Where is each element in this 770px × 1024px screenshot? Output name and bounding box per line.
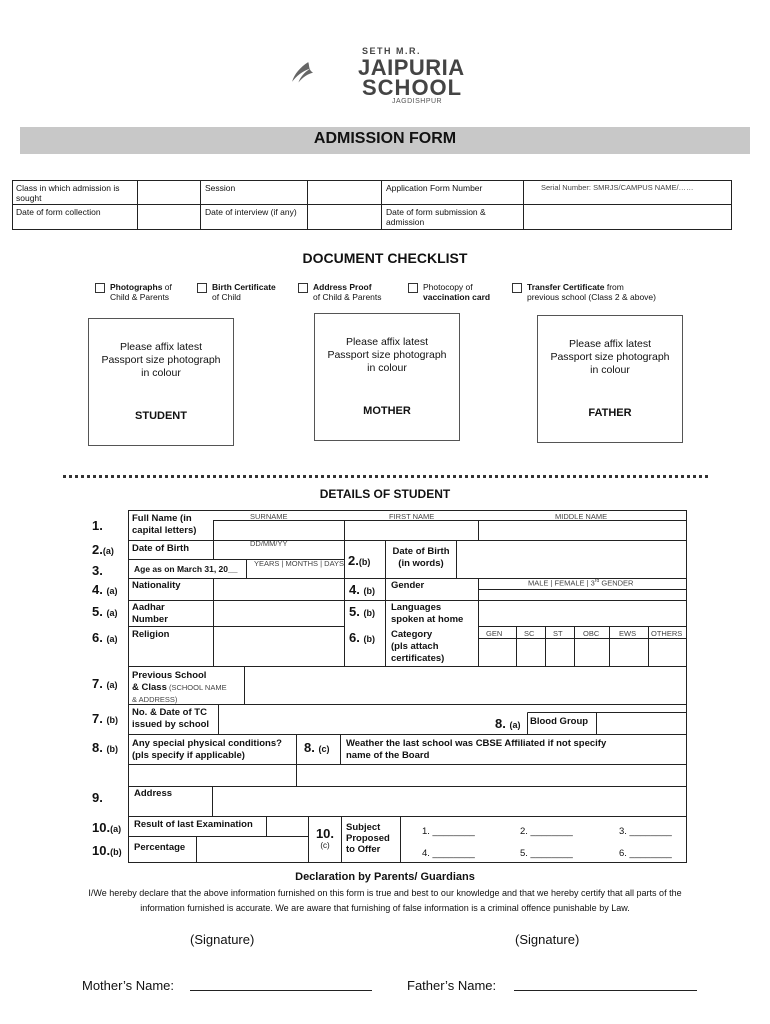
father-signature-label: (Signature) <box>515 932 580 947</box>
category-others: OTHERS <box>651 629 683 638</box>
dob-words-input[interactable] <box>457 541 686 578</box>
father-photo-label: FATHER <box>588 407 632 419</box>
declaration-text-line2: information furnished is accurate. We are aware that furnishing of false information is a criminal offence punishable by Law. <box>140 903 630 913</box>
father-name-label: Father’s Name: <box>407 978 497 993</box>
previous-school-input[interactable] <box>245 667 686 704</box>
student-photo-label: STUDENT <box>135 410 187 422</box>
physical-conditions-label: Any special physical conditions? (pls specify if applicable) <box>132 738 282 761</box>
item-6a-number: 6. (a) <box>92 630 118 645</box>
item-7a-number: 7. (a) <box>92 676 118 691</box>
nationality-input[interactable] <box>214 579 344 600</box>
item-1-number: 1. <box>92 518 103 533</box>
class-sought-label: Class in which admission is sought <box>16 183 120 203</box>
blood-group-label: Blood Group <box>530 716 589 727</box>
interview-date-label: Date of interview (if any) <box>205 207 297 217</box>
age-units: YEARS | MONTHS | DAYS <box>254 559 345 568</box>
aadhar-input[interactable] <box>214 601 344 626</box>
previous-school-label: Previous School & Class (SCHOOL NAME & ADDRESS) <box>132 670 227 704</box>
item-2a-number: 2.(a) <box>92 542 114 557</box>
physical-conditions-input[interactable] <box>129 765 296 786</box>
item-7b-number: 7. (b) <box>92 711 118 726</box>
surname-label: SURNAME <box>250 512 288 521</box>
gender-options: MALE | FEMALE | 3rd GENDER <box>528 578 634 588</box>
dob-format: DD/MM/YY <box>250 539 288 548</box>
blood-group-input[interactable] <box>597 713 686 734</box>
subject-4[interactable]: 4. ________ <box>422 848 475 859</box>
percentage-label: Percentage <box>134 842 186 853</box>
nationality-label: Nationality <box>132 580 181 591</box>
form-collection-label: Date of form collection <box>16 207 101 217</box>
subject-5[interactable]: 5. ________ <box>520 848 573 859</box>
board-input[interactable] <box>297 765 686 786</box>
serial-number-label: Serial Number: SMRJS/CAMPUS NAME/…… <box>541 183 694 192</box>
address-label: Address <box>134 788 173 799</box>
subject-6[interactable]: 6. ________ <box>619 848 672 859</box>
percentage-input[interactable] <box>197 837 308 862</box>
item-5a-number: 5. (a) <box>92 604 118 619</box>
item-6b-number: 6. (b) <box>349 630 375 645</box>
category-gen: GEN <box>486 629 503 638</box>
item-5b-number: 5. (b) <box>349 604 375 619</box>
item-4b-number: 4. (b) <box>349 582 375 597</box>
logo-top-text: SETH M.R. <box>362 46 422 56</box>
details-title: DETAILS OF STUDENT <box>319 487 451 501</box>
subject-label: Subject Proposed to Offer <box>346 822 390 855</box>
religion-label: Religion <box>132 629 170 640</box>
aadhar-label: Aadhar Number <box>132 602 168 625</box>
subject-3[interactable]: 3. ________ <box>619 826 672 837</box>
dob-label: Date of Birth <box>132 543 189 554</box>
category-obc: OBC <box>583 629 600 638</box>
application-number-label: Application Form Number <box>386 183 483 193</box>
item-3-number: 3. <box>92 563 103 578</box>
subject-1[interactable]: 1. ________ <box>422 826 475 837</box>
full-name-label: Full Name (in capital letters) <box>132 513 197 536</box>
address-input[interactable] <box>213 787 686 816</box>
declaration-text-line1: I/We hereby declare that the above information furnished on this form is true and best to our knowledge and that we hereby certify that all parts of the <box>88 888 682 898</box>
dob-input[interactable] <box>214 548 344 559</box>
item-10c-number: 10. (c) <box>315 826 335 850</box>
logo-campus: JAGDISHPUR <box>392 98 443 105</box>
checklist-item-birth-certificate: Birth Certificate of Child <box>212 282 276 302</box>
item-8a-number: 8. (a) <box>495 716 521 731</box>
category-sc: SC <box>524 629 535 638</box>
mother-name-label: Mother’s Name: <box>82 978 174 993</box>
logo-jaipuria: JAIPURIA <box>358 55 465 80</box>
cbse-label: Weather the last school was CBSE Affiliated if not specify name of the Board <box>346 738 607 761</box>
item-8c-number: 8. (c) <box>304 740 330 755</box>
religion-input[interactable] <box>214 627 344 666</box>
item-2b-number: 2.(b) <box>348 553 371 568</box>
first-name-label: FIRST NAME <box>389 512 435 521</box>
session-label: Session <box>205 183 236 193</box>
student-photo-box: Please affix latest Passport size photograph in colour STUDENT <box>88 318 234 446</box>
tc-input[interactable] <box>219 705 519 734</box>
category-ews: EWS <box>619 629 637 638</box>
mother-signature-label: (Signature) <box>190 932 255 947</box>
checklist-item-transfer-certificate: Transfer Certificate from previous school (Class 2 & above) <box>527 282 656 302</box>
mother-name-input[interactable] <box>190 990 372 991</box>
surname-input[interactable] <box>214 521 344 540</box>
item-10a-number: 10.(a) <box>92 820 122 835</box>
dob-words-label: Date of Birth (in words) <box>392 546 450 569</box>
category-label: Category (pls attach certificates) <box>391 629 445 664</box>
gender-label: Gender <box>391 580 425 591</box>
age-label: Age as on March 31, 20__ <box>134 564 238 574</box>
checklist-item-address-proof: Address Proof of Child & Parents <box>313 282 382 302</box>
first-name-input[interactable] <box>345 521 478 540</box>
mother-photo-box: Please affix latest Passport size photograph in colour MOTHER <box>314 313 460 441</box>
declaration-title: Declaration by Parents/ Guardians <box>295 871 475 883</box>
checklist-item-photographs: Photographs of Child & Parents <box>110 282 172 302</box>
checklist-item-vaccination: Photocopy of vaccination card <box>423 282 491 302</box>
mother-photo-label: MOTHER <box>363 405 411 417</box>
logo-school: SCHOOL <box>362 75 463 100</box>
middle-name-label: MIDDLE NAME <box>555 512 608 521</box>
form-title: ADMISSION FORM <box>313 130 457 147</box>
item-9-number: 9. <box>92 790 103 805</box>
tc-label: No. & Date of TC issued by school <box>132 707 210 730</box>
father-name-input[interactable] <box>514 990 697 991</box>
result-label: Result of last Examination <box>134 819 253 830</box>
category-st: ST <box>553 629 563 638</box>
checklist-title: DOCUMENT CHECKLIST <box>302 250 468 266</box>
item-8b-number: 8. (b) <box>92 740 118 755</box>
item-4a-number: 4. (a) <box>92 582 118 597</box>
languages-input[interactable] <box>479 601 686 626</box>
middle-name-input[interactable] <box>479 521 686 540</box>
father-photo-box: Please affix latest Passport size photograph in colour FATHER <box>537 315 683 443</box>
subject-2[interactable]: 2. ________ <box>520 826 573 837</box>
languages-label: Languages spoken at home <box>391 602 464 625</box>
submission-date-label: Date of form submission & admission <box>386 207 486 227</box>
item-10b-number: 10.(b) <box>92 843 122 858</box>
